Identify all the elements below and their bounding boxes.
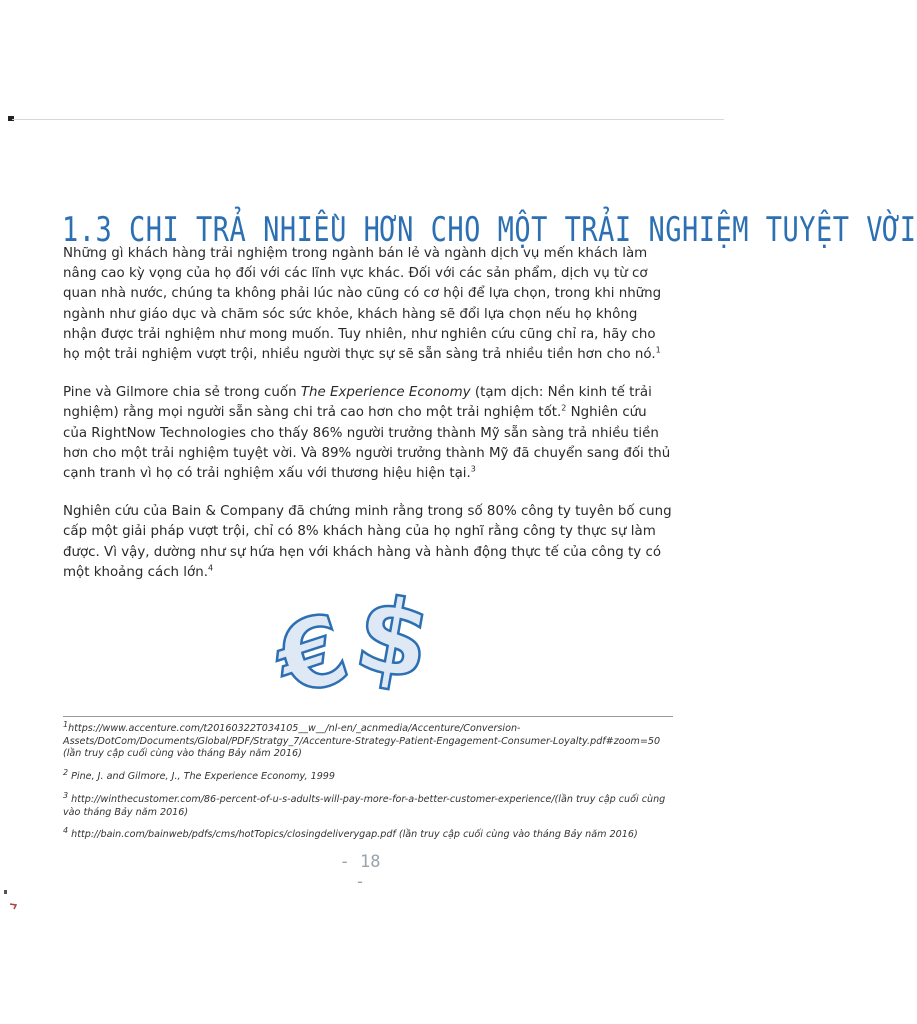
dollar-icon <box>347 572 439 705</box>
footnote-ref[interactable]: 4 <box>207 563 214 573</box>
footnote-ref[interactable]: 2 <box>561 403 567 413</box>
svg-text:$: $ <box>346 571 440 705</box>
svg-text:€: € <box>263 591 362 719</box>
footnote-ref[interactable]: 1 <box>655 345 661 355</box>
footnotes <box>63 716 673 848</box>
section-title: 1.3 CHI TRẢ NHIỀU HƠN CHO MỘT TRẢI NGHIỆM TUYỆT VỜI <box>62 211 917 250</box>
scan-artifact <box>10 900 22 909</box>
paragraph: Nghiên cứu của Bain & Company đã chứng minh rằng trong số 80% công ty tuyên bố cung cấp một giải pháp vượt trội, chỉ có 8% khách hàng của họ nghĩ rằng công ty thực sự làm được. Vì vậy, dường như sự hứa hẹn với khách hàng và hành động thực tế của công ty có một khoảng cách lớn.$^4$ <box>63 504 672 580</box>
footnote: $^4$ http://bain.com/bainweb/pdfs/cms/hotTopics/closingdeliverygap.pdf (lần truy cập cuối cùng vào tháng Bảy năm 2016) <box>63 826 638 841</box>
body-text <box>63 244 673 601</box>
paragraph: Pine và Gilmore chia sẻ trong cuốn The Experience Economy (tạm dịch: Nền kinh tế trải nghiệm) rằng mọi người sẵn sàng chi trả cao hơn cho một trải nghiệm tốt.$^2$ Nghiên cứu của RightNow Technologies cho thấy 86% người trưởng thành Mỹ sẵn sàng trả nhiều tiền hơn cho một trải nghiệm tuyệt vời. Và 89% người trưởng thành Mỹ đã chuyển sang đối thủ cạnh tranh vì họ có trải nghiệm xấu với thương hiệu hiện tại.$^3$ <box>63 385 671 482</box>
scan-artifact <box>4 890 7 894</box>
page-number: - 18 - <box>339 852 381 892</box>
euro-icon <box>261 592 361 720</box>
footnote: $^1$https://www.accenture.com/t20160322T034105__w__/nl-en/_acnmedia/Accenture/Conversion-Assets/DotCom/Documents/Global/PDF/Stratgy_7/Accenture-Strategy-Patient-Engagement-Consumer-Loyalty.pdf#zoom=50 (lần truy cập cuối cùng vào tháng Bảy năm 2016) <box>63 720 661 760</box>
currency-illustration <box>263 571 444 719</box>
footnote-ref[interactable]: 3 <box>470 464 476 474</box>
footnote: $^3$ http://winthecustomer.com/86-percent-of-u-s-adults-will-pay-more-for-a-better-customer-experience/(lần truy cập cuối cùng vào tháng Bảy năm 2016) <box>63 790 666 818</box>
paragraph: Những gì khách hàng trải nghiệm trong ngành bán lẻ và ngành dịch vụ mến khách làm nâng cao kỳ vọng của họ đối với các lĩnh vực khác. Đối với các sản phẩm, dịch vụ từ cơ quan nhà nước, chúng ta không phải lúc nào cũng có cơ hội để lựa chọn, trong khi những ngành như giáo dục và chăm sóc sức khỏe, khách hàng sẽ đổi lựa chọn nếu họ không nhận được trải nghiệm như mong muốn. Tuy nhiên, như nghiên cứu cũng chỉ ra, hãy cho họ một trải nghiệm vượt trội, nhiều người thực sự sẽ sẵn sàng trả nhiều tiền hơn cho nó.$^1$ <box>63 246 662 363</box>
footnote: $^2$ Pine, J. and Gilmore, J., The Experience Economy, 1999 <box>63 767 335 783</box>
book-title: The Experience Economy <box>300 385 471 401</box>
scan-edge-line <box>12 119 724 120</box>
